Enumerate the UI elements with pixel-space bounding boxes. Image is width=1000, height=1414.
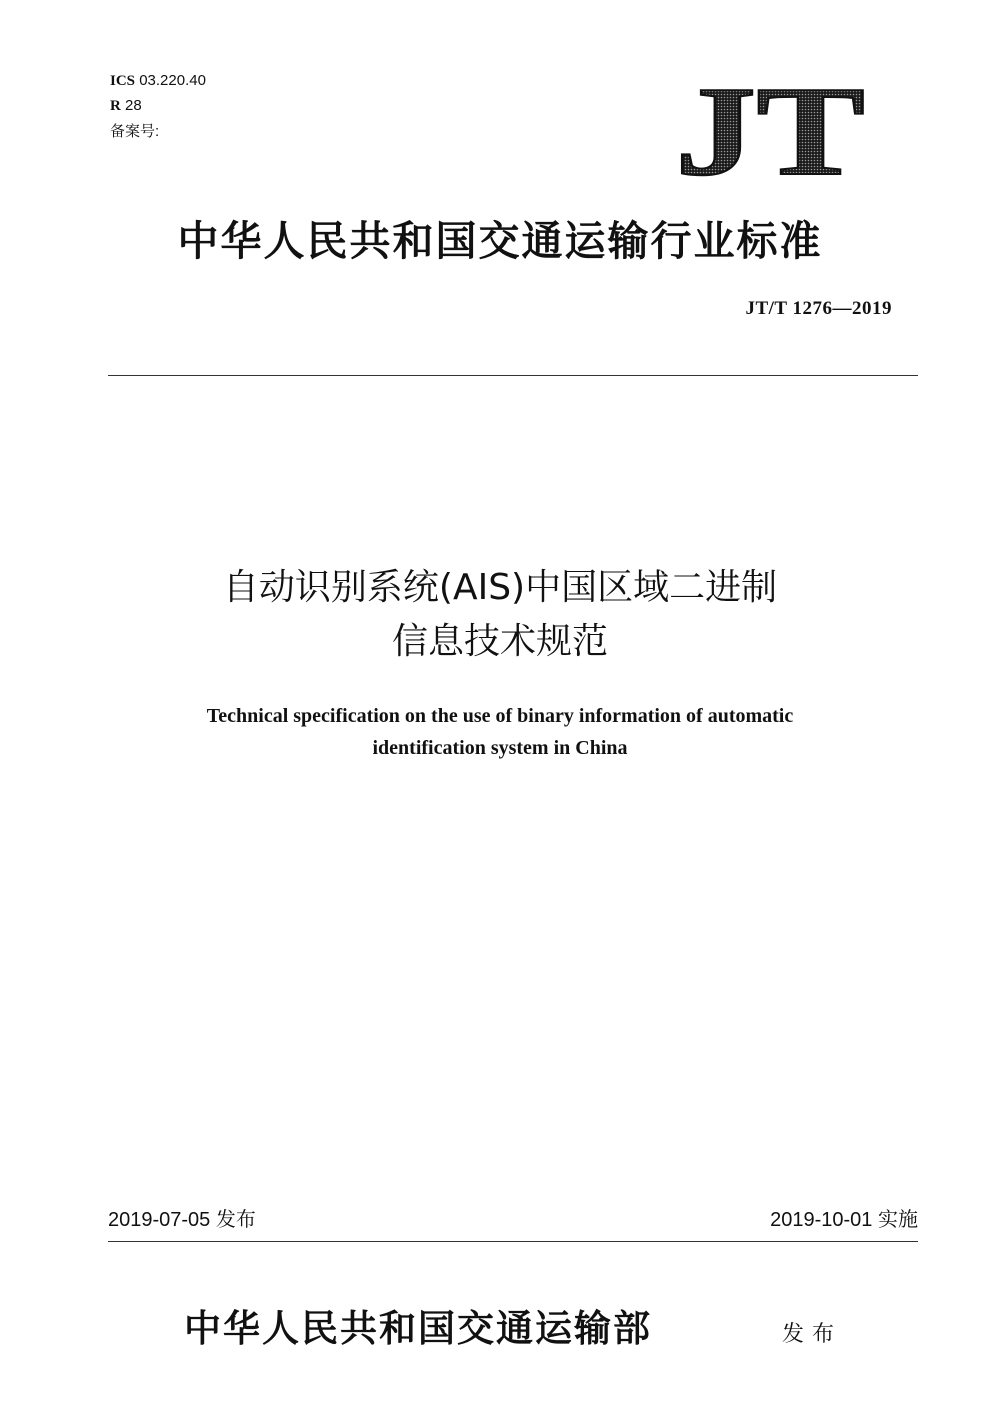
ics-value: 03.220.40 [139,72,206,89]
jt-logo [672,78,868,178]
r-value: 28 [125,97,142,114]
publisher-name: 中华人民共和国交通运输部 [184,1306,652,1350]
industry-standard-title: 中华人民共和国交通运输行业标准 [177,217,823,265]
filing-number-label: 备案号: [110,123,160,140]
implementation-date: 2019-10-01 实施 [770,1209,918,1231]
issue-date: 2019-07-05 发布 [108,1209,256,1231]
r-label: R [110,98,121,114]
english-title-line-2: identification system in China [372,737,628,759]
ics-code [110,72,206,90]
top-divider [108,375,918,376]
standard-number: JT/T 1276—2019 [745,298,892,319]
bottom-divider [108,1241,918,1242]
english-title-line-1: Technical specification on the use of binary information of automatic [206,705,794,727]
jt-logo-text: JT [675,78,865,178]
ics-label: ICS [110,73,136,89]
publish-label: 发布 [782,1322,843,1347]
document-title-line-2: 信息技术规范 [391,621,608,662]
document-title-line-1: 自动识别系统(AIS)中国区域二进制 [222,567,778,608]
r-code [110,97,142,115]
